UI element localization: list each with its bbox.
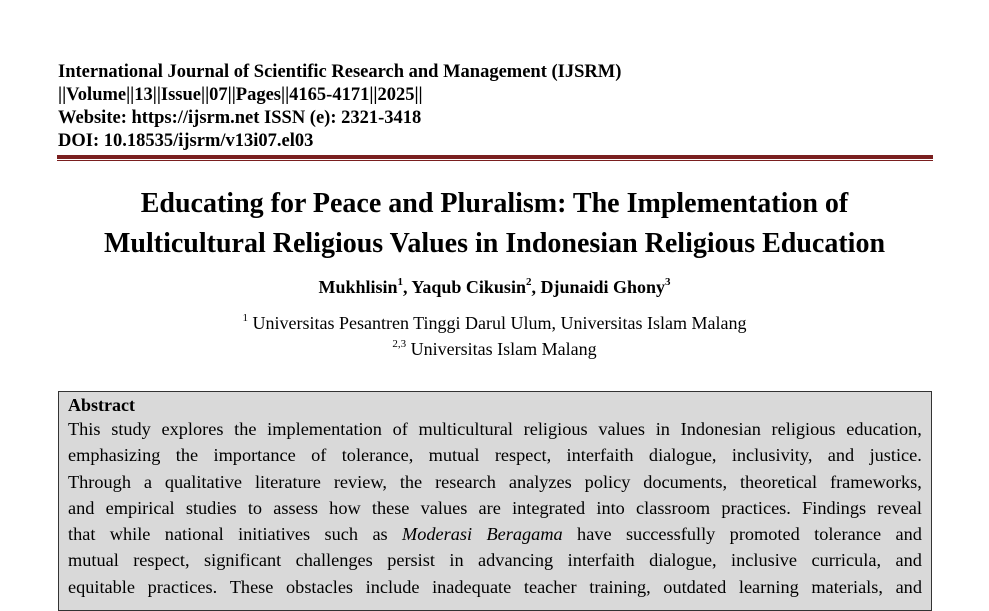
abstract-line (68, 442, 922, 468)
abstract-word: inclusive (731, 550, 798, 571)
abstract-word: of (311, 445, 327, 466)
abstract-word: of (392, 419, 408, 439)
abstract-word: in (655, 419, 670, 439)
abstract-word: the (175, 445, 199, 466)
abstract-word: the (399, 471, 423, 492)
abstract-word: Indonesian (680, 419, 761, 439)
abstract-word: assess (273, 497, 318, 518)
abstract-word: explores (161, 419, 224, 439)
abstract-word: challenges (295, 550, 373, 571)
abstract-word: and (895, 576, 922, 597)
abstract-word: study (111, 419, 151, 439)
abstract-word: are (478, 497, 501, 518)
abstract-word: importance (213, 445, 296, 466)
affiliation-1 (0, 311, 989, 335)
abstract-word: emphasizing (68, 445, 161, 466)
abstract-word: review, (333, 471, 387, 492)
abstract-line (68, 469, 922, 495)
abstract-word: as (372, 524, 388, 545)
abstract-word: religious (771, 419, 836, 439)
abstract-word: and (68, 497, 95, 518)
abstract-word: classroom (636, 497, 711, 518)
abstract-word: reveal (877, 497, 922, 518)
author-sup: 2 (525, 276, 532, 288)
abstract-line (68, 547, 922, 573)
abstract-word: equitable (68, 576, 136, 597)
abstract-word: theoretical (739, 471, 818, 492)
abstract-word: a (143, 471, 152, 492)
journal-name: International Journal of Scientific Research and Management (IJSRM) (58, 62, 622, 82)
abstract-word: implementation (267, 419, 382, 439)
abstract-word: values (420, 497, 468, 518)
author-list (0, 275, 989, 299)
affiliation-sup: 2,3 (392, 338, 407, 350)
abstract-word: interfaith (567, 550, 635, 571)
abstract-line (68, 495, 922, 521)
abstract-word: respect, (494, 445, 552, 466)
abstract-word: frameworks, (829, 471, 922, 492)
abstract-italic-word: Beragama (486, 524, 563, 545)
paper-title (0, 184, 989, 264)
abstract-word: persist (387, 550, 435, 571)
abstract-word: training, (589, 576, 651, 597)
journal-website-line: Website: https://ijsrm.net ISSN (e): 2321-3418 (58, 108, 422, 128)
abstract-word: such (324, 524, 359, 545)
abstract-line (68, 521, 922, 547)
abstract-word: national (164, 524, 224, 545)
author-sup: 3 (665, 276, 671, 288)
abstract-word: dialogue, (648, 445, 717, 466)
abstract-word: learning (738, 576, 799, 597)
abstract-word: initiatives (238, 524, 311, 545)
abstract-word: empirical (105, 497, 175, 518)
abstract-word: the (234, 419, 257, 439)
abstract-body (68, 416, 922, 600)
abstract-word: advancing (478, 550, 554, 571)
paper-title-line-2: Multicultural Religious Values in Indonesian Religious Education (103, 228, 886, 259)
abstract-word: tolerance (814, 524, 882, 545)
abstract-word: outdated (663, 576, 727, 597)
abstract-word: studies (185, 497, 237, 518)
affiliation-text: Universitas Pesantren Tinggi Darul Ulum, Universitas Islam Malang (248, 313, 747, 333)
abstract-word: inadequate (432, 576, 512, 597)
abstract-word: literature (254, 471, 321, 492)
affiliation-text: Universitas Islam Malang (406, 339, 597, 359)
author-name: Mukhlisin (318, 277, 398, 297)
author-name: Djunaidi Ghony (540, 277, 666, 297)
abstract-word: have (577, 524, 612, 545)
abstract-word: that (68, 524, 96, 545)
abstract-word: These (229, 576, 274, 597)
author-separator: , (403, 277, 412, 297)
author-name: Yaqub Cikusin (411, 277, 526, 297)
abstract-word: Findings (802, 497, 867, 518)
paper-title-line-1: Educating for Peace and Pluralism: The Implementation of (140, 188, 849, 219)
abstract-word: justice. (869, 445, 922, 466)
abstract-word: This (68, 419, 101, 439)
abstract-word: values (598, 419, 646, 439)
abstract-word: research (435, 471, 496, 492)
abstract-word: religious (523, 419, 588, 439)
abstract-word: significant (204, 550, 282, 571)
abstract-word: policy (584, 471, 631, 492)
abstract-word: dialogue, (649, 550, 717, 571)
abstract-word: analyzes (508, 471, 572, 492)
abstract-line (68, 574, 922, 600)
abstract-heading: Abstract (68, 395, 135, 415)
abstract-word: these (371, 497, 410, 518)
abstract-word: how (329, 497, 361, 518)
abstract-word: and (827, 445, 855, 466)
abstract-italic-word: Moderasi (402, 524, 473, 545)
affiliation-sup: 1 (242, 312, 249, 324)
abstract-word: inclusivity, (731, 445, 813, 466)
abstract-word: education, (846, 419, 922, 439)
abstract-word: materials, (811, 576, 883, 597)
abstract-word: practices. (721, 497, 791, 518)
abstract-word: into (596, 497, 625, 518)
abstract-word: practices. (147, 576, 218, 597)
abstract-word: documents, (643, 471, 728, 492)
abstract-word: while (109, 524, 151, 545)
abstract-word: mutual (428, 445, 480, 466)
abstract-word: Through (68, 471, 131, 492)
journal-volume-line: ||Volume||13||Issue||07||Pages||4165-4171||2025|| (58, 85, 423, 105)
abstract-word: respect, (133, 550, 190, 571)
abstract-word: interfaith (566, 445, 634, 466)
abstract-word: multicultural (418, 419, 513, 439)
abstract-word: and (895, 524, 922, 545)
author-separator: , (531, 277, 541, 297)
abstract-word: teacher (523, 576, 577, 597)
abstract-word: integrated (512, 497, 586, 518)
journal-doi-line: DOI: 10.18535/ijsrm/v13i07.el03 (58, 131, 314, 151)
abstract-word: in (449, 550, 464, 571)
abstract-word: include (365, 576, 420, 597)
header-rule-thin (57, 160, 933, 161)
abstract-word: qualitative (164, 471, 243, 492)
abstract-word: mutual (68, 550, 119, 571)
abstract-line (68, 416, 922, 442)
author-sup: 1 (397, 276, 404, 288)
abstract-word: obstacles (286, 576, 354, 597)
abstract-word: successfully (625, 524, 716, 545)
journal-header (58, 61, 621, 153)
header-rule-thick (57, 155, 933, 159)
abstract-word: curricula, (811, 550, 882, 571)
abstract-word: and (895, 550, 922, 571)
abstract-word: promoted (729, 524, 800, 545)
abstract-box (58, 391, 932, 611)
abstract-word: tolerance, (341, 445, 414, 466)
affiliation-2 (0, 337, 989, 361)
abstract-word: to (247, 497, 263, 518)
